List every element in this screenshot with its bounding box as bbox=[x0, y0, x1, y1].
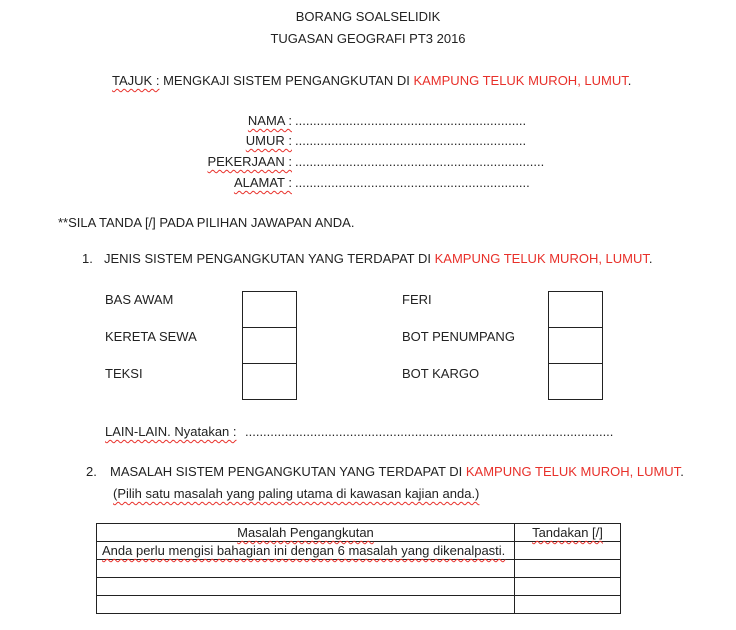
header-mark: Tandakan [/] bbox=[514, 524, 620, 542]
subject-text: MENGKAJI SISTEM PENGANGKUTAN DI bbox=[163, 73, 414, 88]
header-problem: Masalah Pengangkutan bbox=[97, 524, 515, 542]
table-row bbox=[97, 596, 621, 614]
table-cell-problem[interactable] bbox=[97, 578, 515, 596]
form-title: BORANG SOALSELIDIK bbox=[295, 9, 441, 24]
occupation-field[interactable]: ..................................................................... bbox=[295, 154, 545, 169]
option-bot-penumpang-label: BOT PENUMPANG bbox=[402, 329, 515, 344]
subject-end: . bbox=[627, 73, 632, 88]
option-teksi-label: TEKSI bbox=[105, 366, 143, 381]
table-row bbox=[97, 560, 621, 578]
instruction-text: **SILA TANDA [/] PADA PILIHAN JAWAPAN ANDA. bbox=[58, 215, 355, 230]
q2-note: (Pilih satu masalah yang paling utama di kawasan kajian anda.) bbox=[113, 486, 480, 501]
form-subtitle: TUGASAN GEOGRAFI PT3 2016 bbox=[270, 31, 466, 46]
table-cell-problem[interactable] bbox=[97, 560, 515, 578]
checkbox-bot-penumpang[interactable] bbox=[548, 327, 603, 364]
option-kereta-sewa-label: KERETA SEWA bbox=[105, 329, 197, 344]
subject-label: TAJUK : bbox=[112, 73, 160, 88]
address-label: ALAMAT : bbox=[233, 175, 292, 190]
checkbox-teksi[interactable] bbox=[242, 363, 297, 400]
occupation-label: PEKERJAAN : bbox=[207, 154, 292, 169]
checkbox-kereta-sewa[interactable] bbox=[242, 327, 297, 364]
subject-line bbox=[112, 73, 631, 88]
checkbox-feri[interactable] bbox=[548, 291, 603, 328]
option-feri-label: FERI bbox=[402, 292, 432, 307]
table-cell-problem[interactable] bbox=[97, 596, 515, 614]
option-bot-kargo-label: BOT KARGO bbox=[402, 366, 480, 381]
problems-table bbox=[96, 523, 621, 614]
q2-number: 2. bbox=[86, 464, 97, 479]
table-header-row bbox=[97, 524, 621, 542]
checkbox-bot-kargo[interactable] bbox=[548, 363, 603, 400]
age-field[interactable]: ................................................................ bbox=[295, 133, 527, 148]
option-bas-awam-label: BAS AWAM bbox=[105, 292, 174, 307]
table-cell-mark[interactable] bbox=[514, 560, 620, 578]
name-label: NAMA : bbox=[247, 113, 292, 128]
table-cell-mark[interactable] bbox=[514, 596, 620, 614]
other-field[interactable]: ...................................................................................................... bbox=[245, 424, 614, 439]
other-label: LAIN-LAIN. Nyatakan : bbox=[105, 424, 237, 439]
table-cell-mark[interactable] bbox=[514, 578, 620, 596]
table-cell-problem[interactable]: Anda perlu mengisi bahagian ini dengan 6 masalah yang dikenalpasti. bbox=[97, 542, 515, 560]
address-field[interactable]: ................................................................. bbox=[295, 175, 530, 190]
q2-question: MASALAH SISTEM PENGANGKUTAN YANG TERDAPAT DI KAMPUNG TELUK MUROH, LUMUT. bbox=[110, 464, 684, 479]
table-cell-mark[interactable] bbox=[514, 542, 620, 560]
checkbox-bas-awam[interactable] bbox=[242, 291, 297, 328]
q1-number: 1. bbox=[82, 251, 93, 266]
q1-question: JENIS SISTEM PENGANGKUTAN YANG TERDAPAT DI KAMPUNG TELUK MUROH, LUMUT. bbox=[104, 251, 653, 266]
subject-place: KAMPUNG TELUK MUROH, LUMUT bbox=[413, 73, 628, 88]
name-field[interactable]: ................................................................ bbox=[295, 113, 527, 128]
table-row bbox=[97, 578, 621, 596]
table-row bbox=[97, 542, 621, 560]
age-label: UMUR : bbox=[245, 133, 292, 148]
